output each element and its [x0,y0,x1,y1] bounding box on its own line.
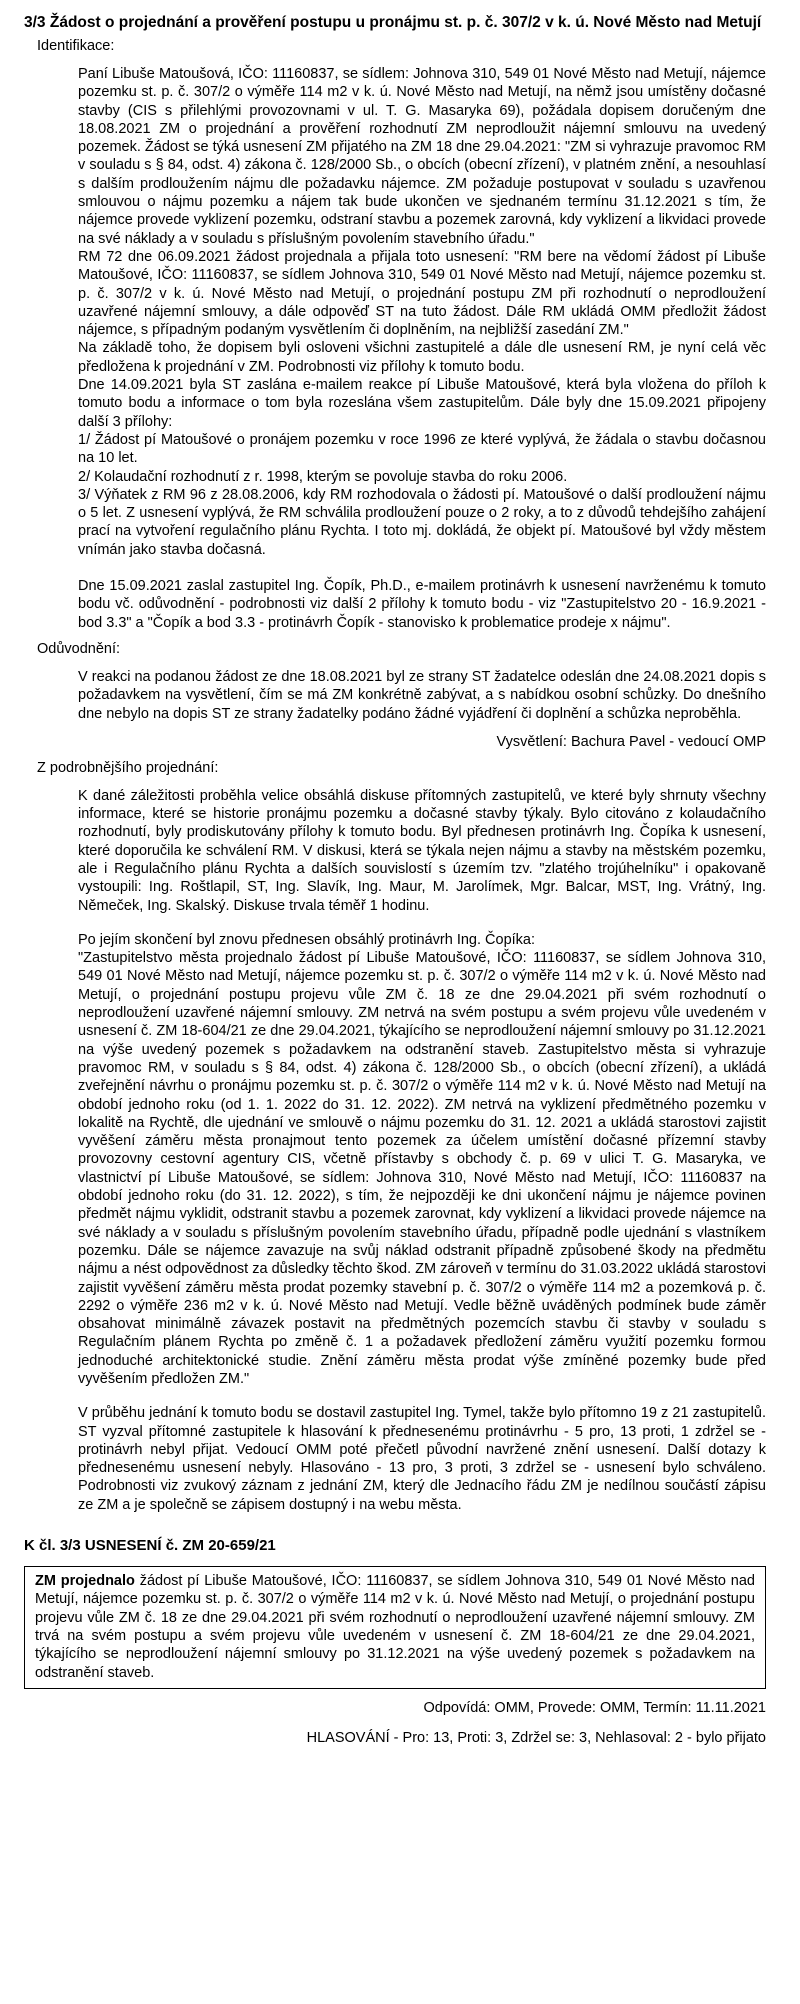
identification-label: Identifikace: [37,38,115,54]
identification-paragraph: Na základě toho, že dopisem byli osloveni všichni zastupitelé a dále dle usnesení RM, je nyní celá věc předložena k projednání v ZM. Podrobnosti viz přílohy k tomuto bodu. [78,340,766,375]
resolution-heading: K čl. 3/3 USNESENÍ č. ZM 20-659/21 [24,1537,276,1555]
attachment-list-item: 2/ Kolaudační rozhodnutí z r. 1998, kterým se povoluje stavba do roku 2006. [78,468,568,485]
justification-label: Odůvodnění: [37,640,121,657]
counterproposal-quote: "Zastupitelstvo města projednalo žádost pí Libuše Matoušové, IČO: 11160837, se sídlem Johnova 310, 549 01 Nové Město nad Metují, nájemce pozemku st. p. č. 307/2 o výměře 114 m2 v k. ú. Nové Město nad Metují, o projednání postupu projevu vůle ZM č. 18 ze dne 29.04.2021 při svém rozhodnutí o neprodloužení uzavřené nájemní smlouvy. ZM netrvá na svém postupu a svém projevu vůle uvedeném v usnesení č. ZM 18-604/21 ze dne 29.04.2021, týkajícího se neprodloužení nájemní smlouvy po 31.12.2021 na výše uvedený pozemek s požadavkem na odstranění staveb. Zastupitelstvo města si vyhrazuje pravomoc RM, v souladu s § 84, odst. 4) zákona č. 128/2000 Sb., o obcích (obecní zřízení), a ukládá zveřejnění návrhu o pronájmu pozemku st. p. č. 307/2 o výměře 114 m2 v k. ú. Nové Město nad Metují na období jednoho roku (od 1. 1. 2022 do 31. 12. 2022). ZM netrvá na vyklizení předmětného pozemku v lokalitě na Rychtě, dle ujednání ve smlouvě o nájmu pozemku do 31. 12. 2021 a ukládá starostovi zajistit vyvěšení záměru města pronajmout tento pozemek za účelem umístění dočasné přízemní stavby provozovny cestovní agentury CIS, včetně přístavby s obchody č. p. 69 v ulici T. G. Masaryka, ve vlastnictví pí Libuše Matoušové, se sídlem: Johnova 310, Nové Město nad Metují, IČO: 11160837 na období jednoho roku (do 31. 12. 2022), s tím, že nejpozději ke dni ukončení nájmu je nájemce povinen předmět nájmu vyklidit, odstranit stavbu a pozemek zarovnat, kdy vyklizení a likvidaci provede nájemce na své náklady a v souladu s příslušným povolením stavebního úřadu, případně podle ujednání s vlastníkem pozemku. Dále se nájemce zavazuje na svůj náklad odstranit případně způsobené škody na předmětu nájmu a nést odpovědnost za důsledky těchto škod. ZM zároveň v termínu do 31.03.2022 ukládá starostovi zajistit vyvěšení záměru města prodat pozemky stavební p. č. 307/2 o výměře 114 m2 a pozemková p. č. 2292 o výměře 236 m2 v k. ú. Nové Město nad Metují. Vedle běžně uváděných podmínek bude záměr obsahovat minimálně závazek postavit na předmětných pozemcích stavbu či stavby v souladu s Regulačním plánem Rychta po změně č. 1 a požadavek předložení záměru využití pozemku formou jednoduché architektonické studie. Znění záměru města prodat výše zmíněné pozemky bude před vyvěšením předložen ZM." [78,950,766,1387]
resolution-lead: ZM projednalo [35,1573,135,1590]
identification-paragraph: Dne 15.09.2021 zaslal zastupitel Ing. Čopík, Ph.D., e-mailem protinávrh k usnesení navrženému k tomuto bodu vč. odůvodnění - podrobnosti viz další 2 přílohy k tomuto bodu - viz "Zastupitelstvo 20 - 16.9.2021 - bod 3.3" a "Čopík a bod 3.3 - protinávrh Čopík - stanovisko k problematice prodeje x nájmu". [78,578,766,631]
detailed-discussion-label: Z podrobnějšího projednání: [37,759,219,776]
identification-section [78,65,766,632]
detailed-discussion-section [78,787,766,1514]
voting-paragraph: V průběhu jednání k tomuto bodu se dostavil zastupitel Ing. Tymel, takže bylo přítomno 19 z 21 zastupitelů. ST vyzval přítomné zastupitele k hlasování k přednesenému protinávrhu - 5 pro, 13 proti, 1 zdržel se - protinávrh nebyl přijat. Vedoucí OMM poté přečetl původní navržené znění usnesení. Další dotazy k přednesenému usnesení nebyly. Hlasováno - 13 pro, 3 proti, 3 zdržel se - usnesení bylo schváleno. Podrobnosti viz zvukový záznam z jednání ZM, který dle Jednacího řádu ZM je nedílnou součástí zápisu ze ZM a je společně se zápisem dostupný i na webu města. [78,1405,766,1513]
identification-paragraph: Dne 14.09.2021 byla ST zaslána e-mailem reakce pí Libuše Matoušové, která byla vložena do příloh k tomuto bodu a informace o tom byla rozeslána všem zastupitelům. Dále byly dne 15.09.2021 připojeny další 3 přílohy: [78,377,766,430]
justification-paragraph: V reakci na podanou žádost ze dne 18.08.2021 byl ze strany ST žadatelce odeslán dne 24.08.2021 dopis s požadavkem na vysvětlení, čím se má ZM konkrétně zabývat, a s nabídkou osobní schůzky. Do dnešního dne nebylo na dopis ST ze strany žadatelky podáno žádné vyjádření či doplnění a schůzka neproběhla. [78,668,766,722]
voting-result-line: HLASOVÁNÍ - Pro: 13, Proti: 3, Zdržel se: 3, Nehlasoval: 2 - bylo přijato [306,1729,766,1746]
counterproposal-intro: Po jejím skončení byl znovu přednesen obsáhlý protinávrh Ing. Čopíka: [78,931,536,948]
discussion-paragraph: K dané záležitosti proběhla velice obsáhlá diskuse přítomných zastupitelů, ve které byly shrnuty všechny informace, které se historie pronájmu pozemku a dočasné stavby týkaly. Bylo citováno z kolaudačního rozhodnutí, byly prodiskutovány přílohy k tomuto bodu. Byl přednesen protinávrh Ing. Čopíka k usnesení, které doporučila ke schválení RM. V diskusi, která se týkala nejen nájmu a stavby na městském pozemku, ale i Regulačního plánu Rychta a dalších souvislostí s územím tzv. "zlatého trojúhelníku" i opakovaně vystoupili: Ing. Roštlapil, ST, Ing. Slavík, Ing. Maur, M. Jarolímek, Mgr. Balcar, MST, Ing. Vrátný, Ing. Němeček, Ing. Skalský. Diskuse trvala téměř 1 hodinu. [78,787,766,914]
attachment-list-item: 3/ Výňatek z RM 96 z 28.08.2006, kdy RM rozhodovala o žádosti pí. Matoušové o další prodloužení nájmu o 5 let. Z usnesení vyplývá, že RM schválila prodloužení pouze o 2 roky, a to z důvodů tehdejšího zahájení prací na vytvoření regulačního plánu Rychta. I toto mj. dokládá, že objekt pí. Matoušové byl vždy městem vnímán jako stavba dočasná. [78,486,766,558]
identification-paragraph: Paní Libuše Matoušová, IČO: 11160837, se sídlem: Johnova 310, 549 01 Nové Město nad Metují, nájemce pozemku st. p. č. 307/2 o výměře 114 m2 v k. ú. Nové Město nad Metují, na němž jsou umístěny dočasné stavby (CIS s přilehlými provozovnami v ul. T. G. Masaryka 69), požádala dopisem doručeným dne 18.08.2021 ZM o projednání a prověření rozhodnutí ZM neprodloužit nájemní smlouvu na uvedený pozemek. Žádost se týká usnesení ZM přijatého na ZM 18 dne 29.04.2021: "ZM si vyhrazuje pravomoc RM v souladu s § 84, odst. 4) zákona č. 128/2000 Sb., o obcích (obecní zřízení), v platném znění, a nesouhlasí s dalším prodloužením nájmu dle požadavku nájemce. ZM požaduje postupovat v souladu s uzavřenou smlouvou o nájmu pozemku a nájem tak bude ukončen ve sjednaném termínu 31.12.2021 s tím, že nájemce provede vyklizení pozemku, odstraní stavbu a pozemek zarovná, kdy vyklizení a likvidaci provede na své náklady a v souladu s příslušným povolením stavebního úřadu." [78,66,766,247]
justification-section [78,668,766,723]
attachment-list-item: 1/ Žádost pí Matoušové o pronájem pozemku v roce 1996 ze které vyplývá, že žádala o stavbu dočasnou na 10 let. [78,431,766,467]
agenda-item-title: 3/3 Žádost o projednání a prověření postupu u pronájmu st. p. č. 307/2 v k. ú. Nové Město nad Metují [24,14,762,31]
responsibility-line: Odpovídá: OMM, Provede: OMM, Termín: 11.11.2021 [423,1699,766,1716]
resolution-text: žádost pí Libuše Matoušové, IČO: 11160837, se sídlem Johnova 310, 549 01 Nové Město nad Metují, nájemce pozemku st. p. č. 307/2 o výměře 114 m2 v k. ú. Nové Město nad Metují, o projednání postupu projevu vůle ZM č. 18 ze dne 29.04.2021 při svém rozhodnutí o neprodloužení uzavřené nájemní smlouvy. ZM trvá na svém postupu a svém projevu vůle uvedeném v usnesení č. ZM 18-604/21 ze dne 29.04.2021, týkajícího se neprodloužení nájemní smlouvy po 31.12.2021 na výše uvedený pozemek s požadavkem na odstranění staveb. [35,1573,755,1681]
explanation-signature: Vysvětlení: Bachura Pavel - vedoucí OMP [496,733,766,750]
resolution-box [24,1566,766,1689]
identification-paragraph: RM 72 dne 06.09.2021 žádost projednala a přijala toto usnesení: "RM bere na vědomí žádost pí Libuše Matoušové, IČO: 11160837, se sídlem Johnova 310, 549 01 Nové Město nad Metují, nájemce pozemku st. p. č. 307/2 v k. ú. Nové Město nad Metují, o projednání postupu ZM při rozhodnutí o neprodloužení uzavřené nájemní smlouvy, a dále odpověď ST na tuto žádost. Dále RM ukládá OMM předložit žádost nájemce, s případným podaným vysvětlením či doplněním, na nejbližší zasedání ZM." [78,248,766,339]
